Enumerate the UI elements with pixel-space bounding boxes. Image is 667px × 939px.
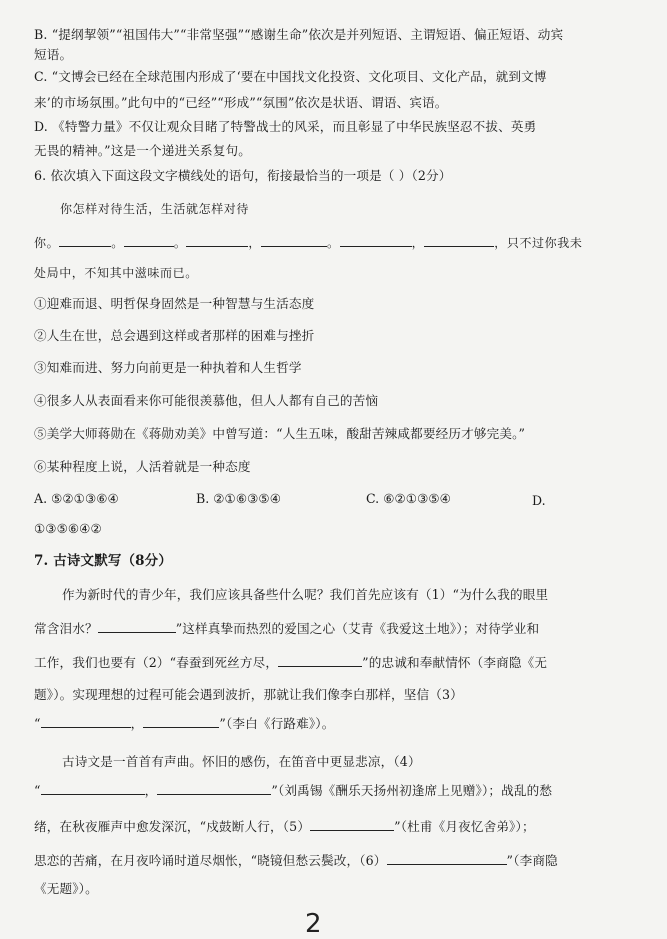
option-d-line1: D. 《特警力量》不仅让观众目睹了特警战士的风采，而且彰显了中华民族坚忍不拔、英勇 (34, 119, 537, 134)
q7-para1-line2: 常含泪水？ ”这样真挚而热烈的爱国之心（艾青《我爱这土地》）；对待学业和 (34, 621, 540, 636)
poem-blank-3b[interactable] (143, 715, 219, 728)
poem-blank-3a[interactable] (41, 715, 131, 728)
poem-blank-1[interactable] (98, 620, 176, 633)
question-6-stem: 6. 依次填入下面这段文字横线处的语句，衔接最恰当的一项是（ ）（2分） (34, 168, 452, 183)
passage-blank-5[interactable] (340, 234, 412, 247)
sentence-6: ⑥某种程度上说，人活着就是一种态度 (34, 459, 251, 474)
answer-option-d-sequence: ①③⑤⑥④② (34, 521, 102, 536)
passage-blank-3[interactable] (186, 234, 248, 247)
option-b-line2: 短语。 (34, 47, 73, 62)
option-c-line1: C. “文博会已经在全球范围内形成了‘要在中国找文化投资、文化项目、文化产品，就到文博 (34, 69, 547, 84)
passage-blank-4[interactable] (261, 234, 327, 247)
passage-blank-2[interactable] (124, 234, 174, 247)
option-c-line2: 来’的市场氛围。”此句中的“已经”“形成”“氛围”依次是状语、谓语、宾语。 (34, 95, 448, 110)
q7-para2-line4: 思恋的苦痛，在月夜吟诵时道尽烟怅，“晓镜但愁云鬓改，（6） ”（李商隐 (34, 853, 558, 868)
q7-para1-line1: 作为新时代的青少年，我们应该具备些什么呢？我们首先应该有（1）“为什么我的眼里 (62, 587, 549, 602)
sentence-4: ④很多人从表面看来你可能很羡慕他，但人人都有自己的苦恼 (34, 393, 379, 408)
sentence-1: ①迎难而退、明哲保身固然是一种智慧与生活态度 (34, 296, 315, 311)
poem-blank-2[interactable] (278, 654, 362, 667)
option-b-line1: B. “提纲挈领”“祖国伟大”“非常坚强”“感谢生命”依次是并列短语、主谓短语、偏正短语、动宾 (34, 27, 564, 42)
sentence-5: ⑤美学大师蒋勋在《蒋勋劝美》中曾写道：“人生五味，酸甜苦辣咸都要经历才够完美。” (34, 426, 526, 441)
q7-para1-line4: 题》）。实现理想的过程可能会遇到波折，那就让我们像李白那样，坚信（3） (34, 687, 463, 702)
page-number: 2 (305, 909, 322, 939)
passage-line2: 你。 。 。 ， 。 ， ，只不过你我未 (34, 236, 583, 250)
q7-para2-line5: 《无题》）。 (34, 881, 98, 896)
passage-line2-end: 只不过你我未 (506, 236, 583, 250)
answer-option-d-label: D. (532, 493, 546, 508)
question-7-title: 7. 古诗文默写（8分） (34, 553, 172, 569)
option-d-line2: 无畏的精神。”这是一个递进关系复句。 (34, 143, 251, 158)
passage-blank-1[interactable] (59, 234, 111, 247)
passage-line2-start: 你。 (34, 236, 60, 250)
poem-blank-6[interactable] (387, 852, 507, 865)
poem-blank-4a[interactable] (41, 782, 145, 795)
q7-para2-line1: 古诗文是一首首有声曲。怀旧的感伤，在笛音中更显悲凉，（4） (62, 754, 421, 769)
poem-blank-4b[interactable] (157, 782, 271, 795)
passage-line3: 处局中，不知其中滋味而已。 (34, 266, 198, 280)
answer-option-c: C. ⑥②①③⑤④ (366, 491, 451, 506)
q7-para1-line3: 工作，我们也要有（2）“春蚕到死丝方尽， ”的忠诚和奉献情怀（李商隐《无 (34, 655, 548, 670)
sentence-2: ②人生在世，总会遇到这样或者那样的困难与挫折 (34, 328, 315, 343)
poem-blank-5[interactable] (310, 818, 394, 831)
passage-blank-6[interactable] (424, 234, 494, 247)
passage-line1: 你怎样对待生活，生活就怎样对待 (60, 202, 250, 216)
q7-para2-line3: 绪，在秋夜雁声中愈发深沉，“戍鼓断人行，（5） ”（杜甫《月夜忆舍弟》）； (34, 819, 535, 834)
answer-option-a: A. ⑤②①③⑥④ (34, 491, 119, 506)
sentence-3: ③知难而进、努力向前更是一种执着和人生哲学 (34, 360, 302, 375)
q7-para2-line2: “ ， ”（刘禹锡《酬乐天扬州初逢席上见赠》）；战乱的愁 (34, 783, 553, 798)
answer-option-b: B. ②①⑥③⑤④ (196, 491, 282, 506)
q7-para1-line5: “ ， ”（李白《行路难》）。 (34, 716, 335, 731)
